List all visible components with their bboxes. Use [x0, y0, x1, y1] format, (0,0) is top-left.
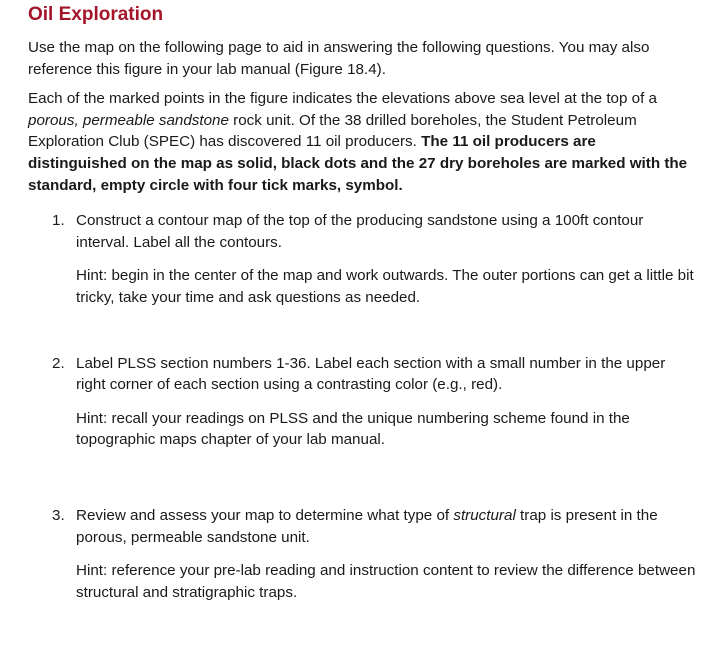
question-text: Construct a contour map of the top of the producing sandstone using a 100ft contour interval. Label all the contours. [76, 212, 644, 251]
description-emphasis: porous, permeable sandstone [28, 111, 229, 129]
question-item [28, 353, 698, 451]
question-text-part: Review and assess your map to determine what type of [76, 506, 454, 524]
page-title: Oil Exploration [28, 4, 164, 25]
description-text: Each of the marked points in the figure indicates the elevations above sea level at the top of a [28, 90, 657, 108]
document-page [28, 4, 698, 603]
description-paragraph [28, 88, 698, 196]
description-text: rock unit. Of the 38 drilled boreholes, the Student Petroleum Exploration Club (SPEC) has discovered 11 oil producers. [28, 111, 637, 151]
question-text-part: trap is present in the porous, permeable sandstone unit. [76, 506, 658, 546]
question-number: 3. [52, 506, 65, 524]
description-bold: The 11 oil producers are distinguished on the map as solid, black dots and the 27 dry boreholes are marked with the standard, empty circle with four tick marks, symbol. [28, 133, 688, 194]
question-number: 2. [52, 354, 65, 372]
question-number: 1. [52, 212, 65, 230]
question-item [28, 505, 698, 603]
question-hint: Hint: recall your readings on PLSS and the unique numbering scheme found in the topographic maps chapter of your lab manual. [76, 409, 630, 449]
question-text: Label PLSS section numbers 1-36. Label each section with a small number in the upper right corner of each section using a contrasting color (e.g., red). [76, 354, 666, 394]
question-item [28, 210, 698, 308]
question-list [28, 210, 698, 603]
question-text [76, 505, 698, 548]
question-text-emphasis: structural [453, 506, 516, 524]
intro-paragraph: Use the map on the following page to aid in answering the following questions. You may also reference this figure in your lab manual (Figure 18.4). [28, 39, 650, 78]
question-hint: Hint: begin in the center of the map and work outwards. The outer portions can get a little bit tricky, take your time and ask questions as needed. [76, 267, 694, 306]
question-hint: Hint: reference your pre-lab reading and instruction content to review the difference between structural and stratigraphic traps. [76, 562, 696, 601]
